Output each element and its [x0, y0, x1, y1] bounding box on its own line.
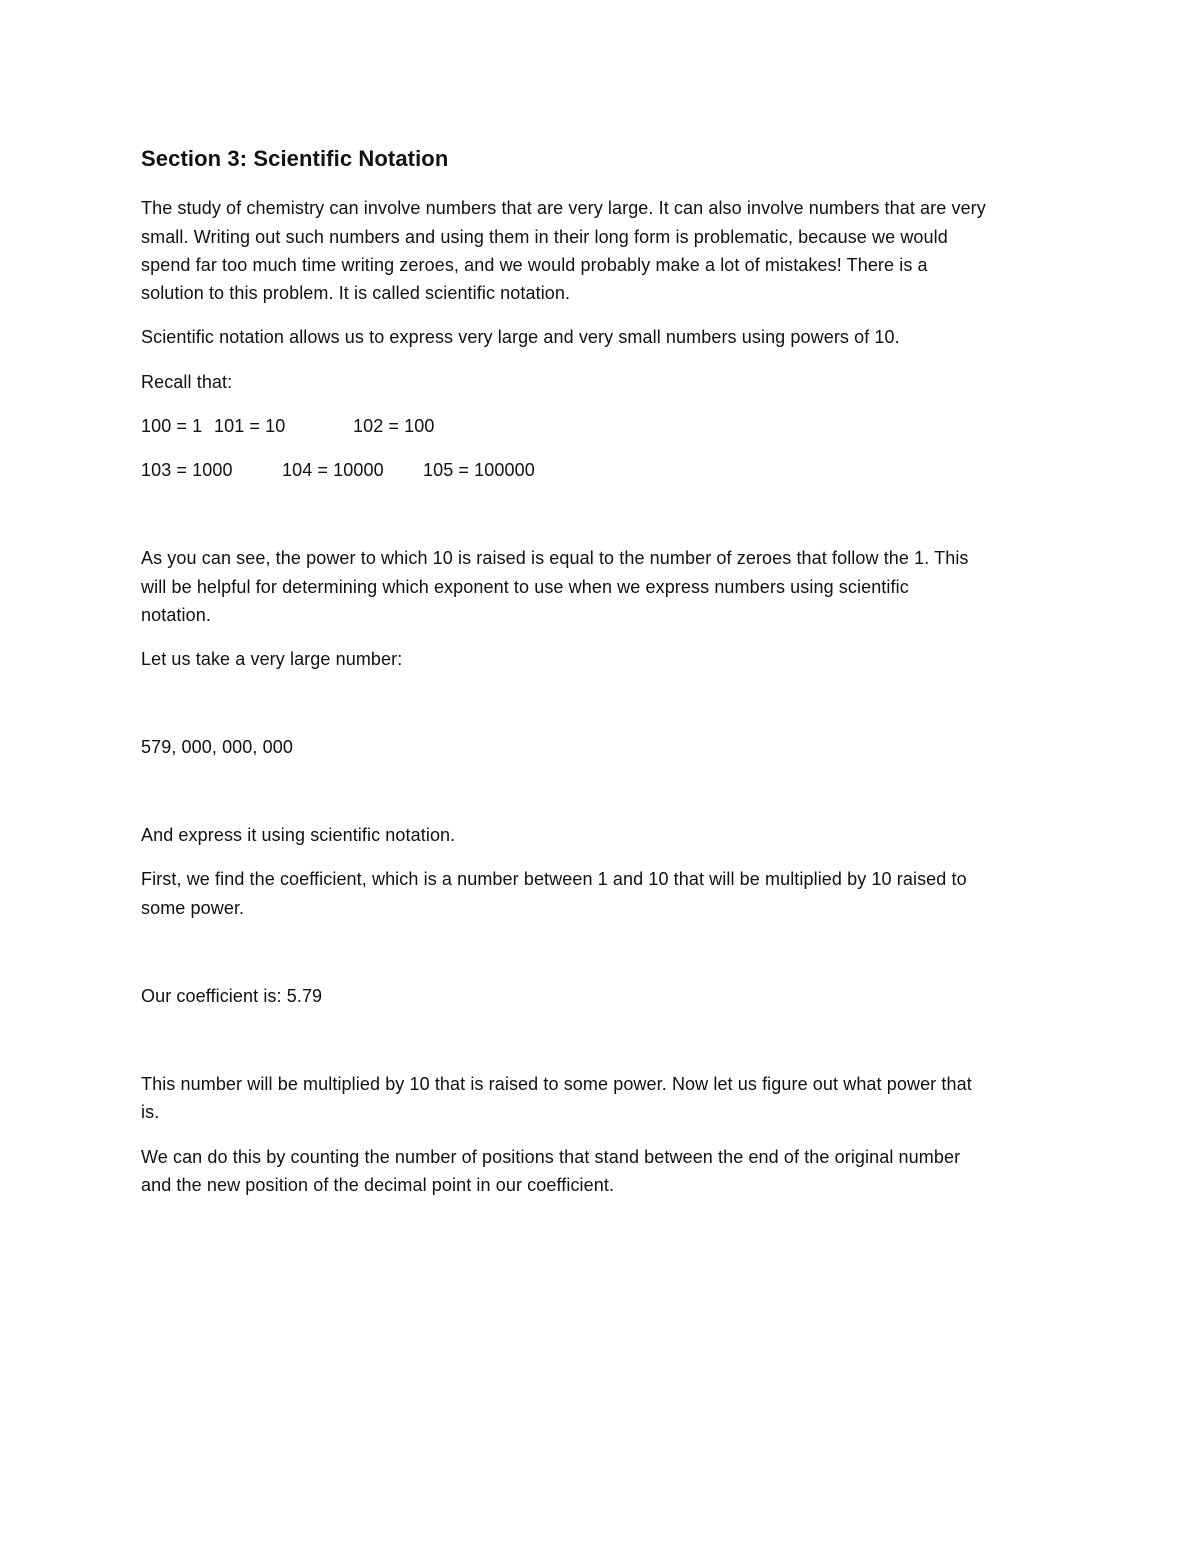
power-equation: 102 = 100 — [353, 416, 435, 436]
power-equation: 105 = 100000 — [423, 460, 535, 480]
coefficient-explanation-line-2: some power. — [141, 898, 245, 918]
observation-line-1: As you can see, the power to which 10 is raised is equal to the number of zeroes that follow the 1. This — [141, 548, 969, 568]
multiply-line-2: is. — [141, 1102, 160, 1122]
express-line: And express it using scientific notation. — [141, 825, 456, 845]
large-number-intro: Let us take a very large number: — [141, 649, 403, 669]
section-title: Section 3: Scientific Notation — [141, 146, 449, 171]
power-equation: 103 = 1000 — [141, 460, 233, 480]
coefficient-explanation-line-1: First, we find the coefficient, which is a number between 1 and 10 that will be multiplied by 10 raised to — [141, 869, 967, 889]
counting-line-2: and the new position of the decimal point in our coefficient. — [141, 1175, 615, 1195]
intro-line-2: small. Writing out such numbers and using them in their long form is problematic, because we would — [141, 227, 948, 247]
power-equation: 100 = 1 — [141, 416, 203, 436]
power-equation: 104 = 10000 — [282, 460, 384, 480]
powers-row-2 — [141, 456, 641, 484]
intro-line-4: solution to this problem. It is called scientific notation. — [141, 283, 571, 303]
powers-row-1 — [141, 412, 641, 440]
counting-line-1: We can do this by counting the number of positions that stand between the end of the original number — [141, 1147, 961, 1167]
scientific-notation-definition: Scientific notation allows us to express very large and very small numbers using powers of 10. — [141, 327, 900, 347]
multiply-line-1: This number will be multiplied by 10 that is raised to some power. Now let us figure out what power that — [141, 1074, 972, 1094]
coefficient-value: Our coefficient is: 5.79 — [141, 986, 323, 1006]
large-number: 579, 000, 000, 000 — [141, 737, 293, 757]
power-equation: 101 = 10 — [214, 416, 286, 436]
recall-label: Recall that: — [141, 372, 233, 392]
observation-line-2: will be helpful for determining which exponent to use when we express numbers using scientific — [141, 577, 909, 597]
intro-line-3: spend far too much time writing zeroes, and we would probably make a lot of mistakes! There is a — [141, 255, 928, 275]
observation-line-3: notation. — [141, 605, 211, 625]
intro-line-1: The study of chemistry can involve numbers that are very large. It can also involve numbers that are very — [141, 198, 986, 218]
